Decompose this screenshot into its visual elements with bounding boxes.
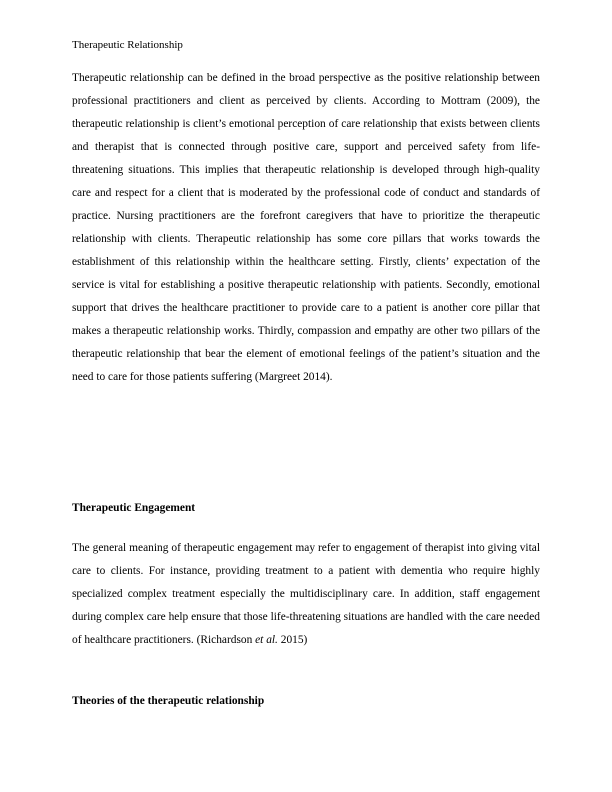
heading-theories: Theories of the therapeutic relationship (72, 695, 265, 707)
paragraph-therapeutic-relationship: Therapeutic relationship can be defined in the broad perspective as the positive relationship between professional practitioners and client as perceived by clients. According to Mottram (2009), the therapeutic relationship is client’s emotional perception of care relationship that exists between clients and therapist that is connected through positive care, support and perceived safety from life-threatening situations. This implies that therapeutic relationship is developed through high-quality care and respect for a client that is moderated by the professional code of conduct and standards of practice. Nursing practitioners are the forefront caregivers that have to prioritize the therapeutic relationship with clients. Therapeutic relationship has some core pillars that works towards the establishment of this relationship within the healthcare setting. Firstly, clients’ expectation of the service is vital for establishing a positive therapeutic relationship with patients. Secondly, emotional support that drives the healthcare practitioner to provide care to a patient is another core pillar that makes a therapeutic relationship works. Thirdly, compassion and empathy are other two pillars of the therapeutic relationship that bear the element of emotional feelings of the patient’s situation and the need to care for those patients suffering (Margreet 2014). (72, 72, 540, 383)
running-head: Therapeutic Relationship (72, 39, 183, 51)
paragraph-text: The general meaning of therapeutic engagement may refer to engagement of therapist into giving vital care to clients. For instance, providing treatment to a patient with dementia who require highly specialized complex treatment especially the multidisciplinary care. In addition, staff engagement during complex care help ensure that those life-threatening situations are handled with the care needed of healthcare practitioners. (Richardson (72, 542, 540, 646)
citation-year: 2015) (277, 634, 308, 646)
citation-et-al: et al. (255, 634, 278, 646)
paragraph-therapeutic-engagement (72, 537, 540, 652)
heading-therapeutic-engagement: Therapeutic Engagement (72, 502, 196, 514)
